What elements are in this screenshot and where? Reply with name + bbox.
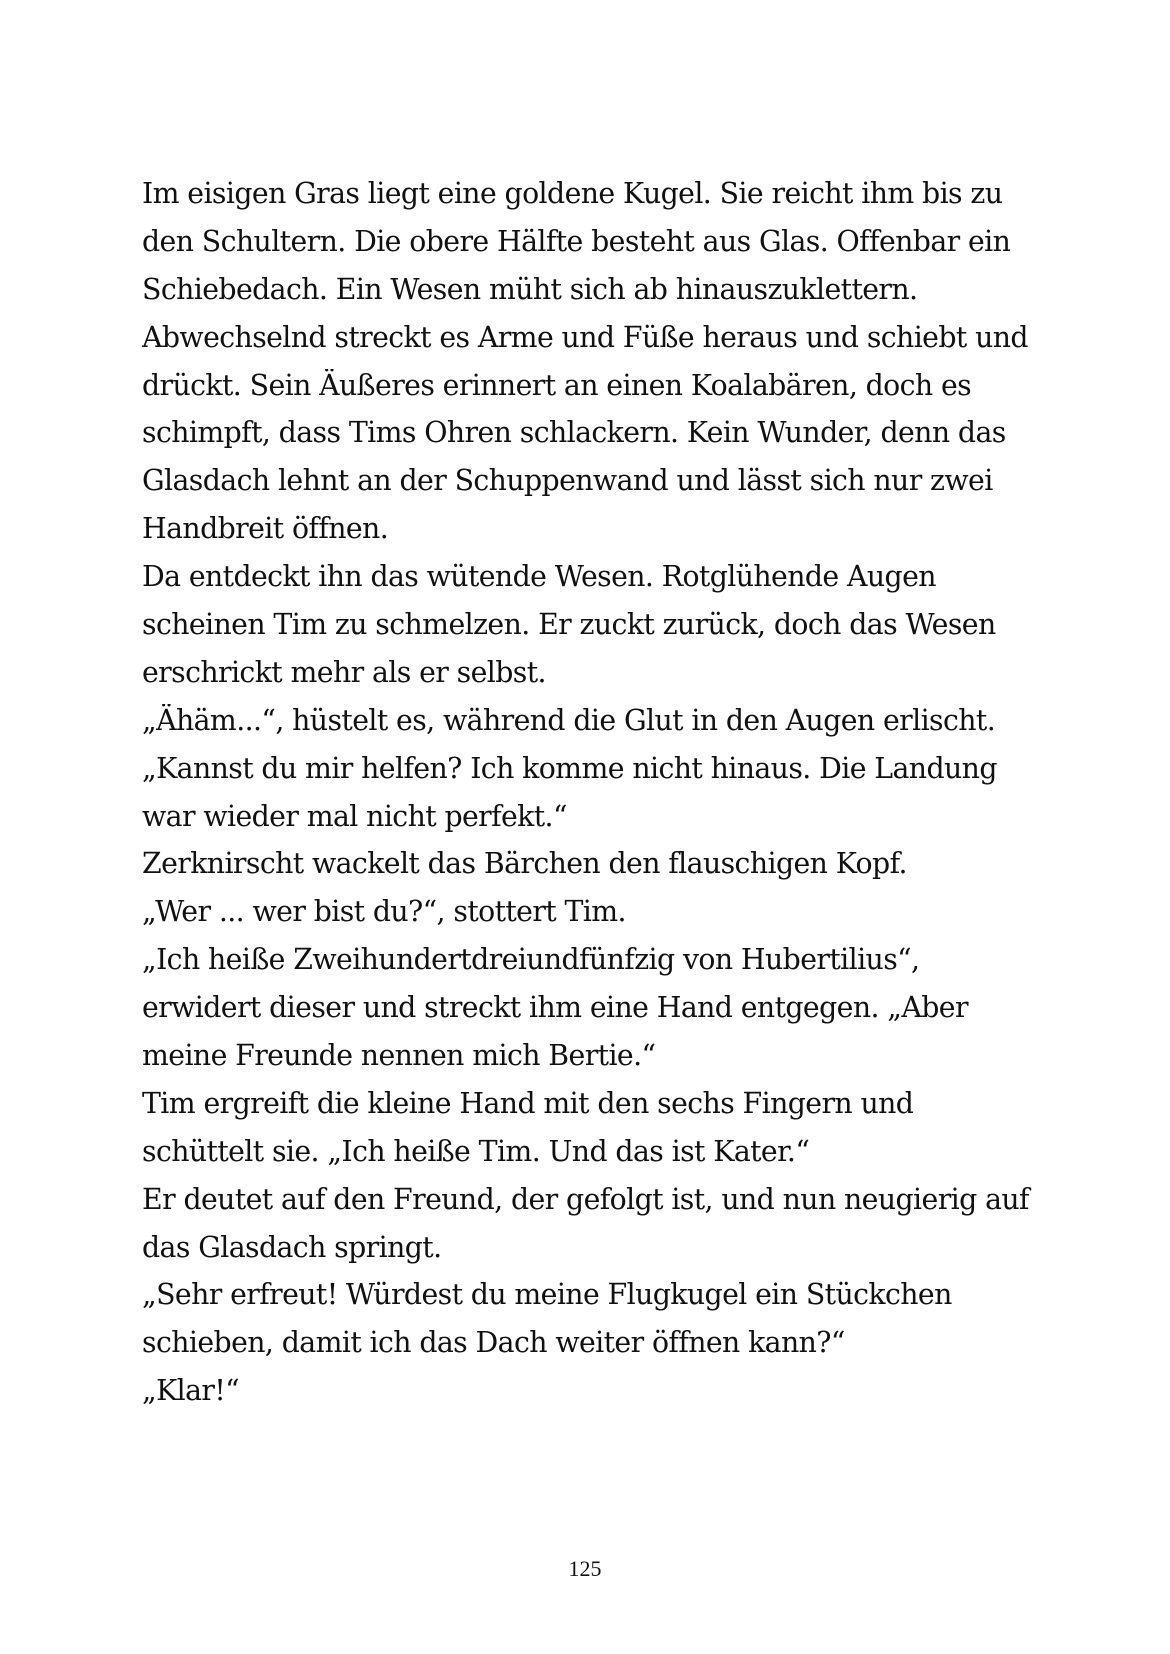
text-line: erwidert dieser und streckt ihm eine Hand entgegen. „Aber [142,991,968,1025]
text-line: den Schultern. Die obere Hälfte besteht aus Glas. Offenbar ein [142,224,1011,258]
text-line: Handbreit öffnen. [142,512,389,546]
text-line: „Ähäm...“, hüstelt es, während die Glut in den Augen erlischt. [142,703,996,737]
text-line: Im eisigen Gras liegt eine goldene Kugel. Sie reicht ihm bis zu [142,177,1003,210]
text-line: „Sehr erfreut! Würdest du meine Flugkugel ein Stückchen [142,1278,952,1312]
text-line: Glasdach lehnt an der Schuppenwand und lässt sich nur zwei [142,464,993,498]
text-line: erschrickt mehr als er selbst. [142,655,546,689]
text-line: Abwechselnd streckt es Arme und Füße heraus und schiebt und [142,320,1028,354]
text-line: „Kannst du mir helfen? Ich komme nicht hinaus. Die Landung [142,751,997,785]
text-line: war wieder mal nicht perfekt.“ [142,799,567,833]
text-line: das Glasdach springt. [142,1230,442,1264]
page-number: 125 [568,1556,602,1581]
text-line: Tim ergreift die kleine Hand mit den sechs Fingern und [142,1086,914,1120]
text-line: Schiebedach. Ein Wesen müht sich ab hinauszuklettern. [142,272,918,306]
text-line: schimpft, dass Tims Ohren schlackern. Kein Wunder, denn das [142,416,1006,450]
text-line: drückt. Sein Äußeres erinnert an einen Koalabären, doch es [142,368,972,402]
text-line: schüttelt sie. „Ich heiße Tim. Und das ist Kater.“ [142,1134,810,1168]
body-text [142,170,1042,1415]
text-line: schieben, damit ich das Dach weiter öffnen kann?“ [142,1326,845,1360]
text-line: meine Freunde nennen mich Bertie.“ [142,1039,656,1073]
text-line: Er deutet auf den Freund, der gefolgt ist, und nun neugierig auf [142,1182,1029,1216]
text-line: „Wer ... wer bist du?“, stottert Tim. [142,895,626,929]
text-line: „Klar!“ [142,1374,240,1408]
text-line: Da entdeckt ihn das wütende Wesen. Rotglühende Augen [142,560,936,594]
text-line: „Ich heiße Zweihundertdreiundfünfzig von Hubertilius“, [142,943,920,977]
text-line: Zerknirscht wackelt das Bärchen den flauschigen Kopf. [142,847,907,881]
text-line: scheinen Tim zu schmelzen. Er zuckt zurück, doch das Wesen [142,608,996,642]
